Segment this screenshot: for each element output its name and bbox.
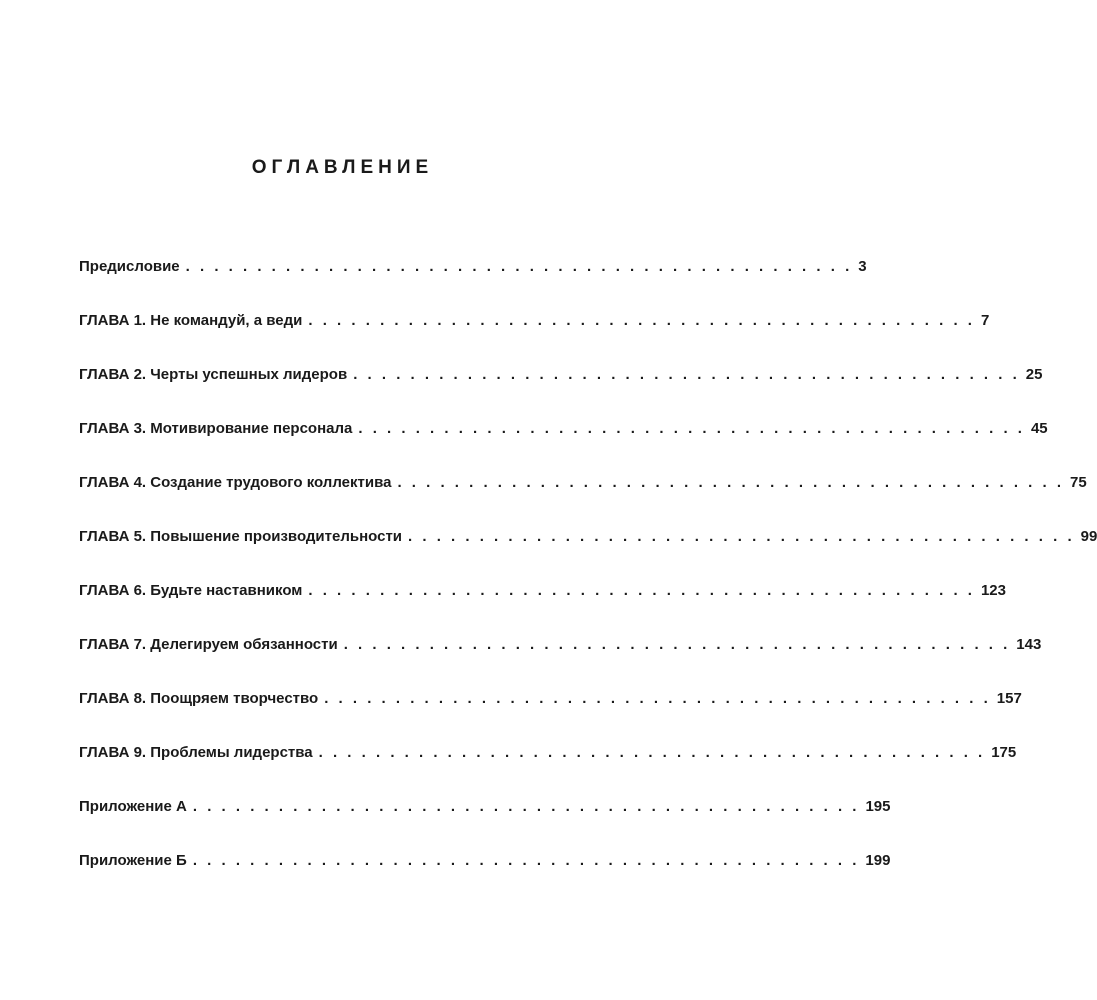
toc-entry-label: ГЛАВА 2. Черты успешных лидеров bbox=[79, 366, 348, 383]
toc-entry-page-number: 3 bbox=[858, 258, 867, 275]
toc-entry-page-number: 75 bbox=[1070, 474, 1087, 491]
toc-entry-chapter-6 bbox=[79, 582, 1006, 636]
toc-entry-chapter-8 bbox=[79, 690, 1022, 744]
toc-entry-chapter-3 bbox=[79, 420, 1048, 474]
toc-entry-label: ГЛАВА 4. Создание трудового коллектива bbox=[79, 474, 392, 491]
page-title: ОГЛАВЛЕНИЕ bbox=[251, 157, 434, 178]
toc-dot-leader: . . . . . . . . . . . . . . . . . . . . . . . . . . . . . . . . . . . . . . . . . . . . . . . bbox=[358, 420, 1025, 437]
toc-entry-page-number: 45 bbox=[1030, 420, 1048, 437]
toc-entry-chapter-1 bbox=[79, 312, 990, 366]
toc-entry-chapter-7 bbox=[79, 636, 1042, 690]
toc-dot-leader: . . . . . . . . . . . . . . . . . . . . . . . . . . . . . . . . . . . . . . . . . . . . . . . bbox=[408, 528, 1075, 545]
toc-entry-page-number: 123 bbox=[980, 582, 1006, 599]
toc-entry-label: ГЛАВА 6. Будьте наставником bbox=[79, 582, 303, 599]
toc-dot-leader: . . . . . . . . . . . . . . . . . . . . . . . . . . . . . . . . . . . . . . . . . . . . . . . bbox=[397, 474, 1065, 491]
toc-entry-label: ГЛАВА 1. Не командуй, а веди bbox=[79, 312, 303, 329]
toc-entry-preface bbox=[79, 258, 867, 312]
toc-entry-label: ГЛАВА 3. Мотивирование персонала bbox=[79, 420, 353, 437]
toc-dot-leader: . . . . . . . . . . . . . . . . . . . . . . . . . . . . . . . . . . . . . . . . . . . . . . . bbox=[308, 582, 975, 599]
toc-entry-chapter-9 bbox=[79, 744, 1017, 798]
toc-entry-label: ГЛАВА 9. Проблемы лидерства bbox=[79, 744, 313, 761]
toc-dot-leader: . . . . . . . . . . . . . . . . . . . . . . . . . . . . . . . . . . . . . . . . . . . . . . . bbox=[192, 852, 860, 869]
toc-dot-leader: . . . . . . . . . . . . . . . . . . . . . . . . . . . . . . . . . . . . . . . . . . . . . . . bbox=[353, 366, 1020, 383]
toc-dot-leader: . . . . . . . . . . . . . . . . . . . . . . . . . . . . . . . . . . . . . . . . . . . . . . . bbox=[324, 690, 991, 707]
toc-entry-label: Предисловие bbox=[79, 258, 180, 275]
toc-entry-page-number: 175 bbox=[991, 744, 1017, 761]
toc-entry-chapter-5 bbox=[79, 528, 1097, 582]
toc-entry-page-number: 157 bbox=[996, 690, 1022, 707]
toc-entry-label: ГЛАВА 5. Повышение производительности bbox=[79, 528, 403, 545]
toc-entry-page-number: 25 bbox=[1025, 366, 1043, 383]
toc-list bbox=[79, 258, 1097, 906]
toc-entry-chapter-2 bbox=[79, 366, 1043, 420]
toc-entry-chapter-4 bbox=[79, 474, 1087, 528]
toc-entry-page-number: 199 bbox=[865, 852, 891, 869]
toc-dot-leader: . . . . . . . . . . . . . . . . . . . . . . . . . . . . . . . . . . . . . . . . . . . . . . . bbox=[308, 312, 975, 329]
toc-dot-leader: . . . . . . . . . . . . . . . . . . . . . . . . . . . . . . . . . . . . . . . . . . . . . . . bbox=[185, 258, 853, 275]
toc-entry-page-number: 195 bbox=[865, 798, 891, 815]
toc-dot-leader: . . . . . . . . . . . . . . . . . . . . . . . . . . . . . . . . . . . . . . . . . . . . . . . bbox=[318, 744, 986, 761]
toc-entry-appendix-b bbox=[79, 852, 891, 906]
toc-entry-label: Приложение Б bbox=[79, 852, 187, 869]
toc-entry-page-number: 143 bbox=[1016, 636, 1042, 653]
toc-entry-label: ГЛАВА 7. Делегируем обязанности bbox=[79, 636, 338, 653]
toc-dot-leader: . . . . . . . . . . . . . . . . . . . . . . . . . . . . . . . . . . . . . . . . . . . . . . . bbox=[192, 798, 860, 815]
toc-entry-page-number: 99 bbox=[1080, 528, 1097, 545]
toc-entry-label: Приложение А bbox=[79, 798, 187, 815]
toc-entry-label: ГЛАВА 8. Поощряем творчество bbox=[79, 690, 319, 707]
toc-entry-page-number: 7 bbox=[980, 312, 990, 329]
toc-entry-appendix-a bbox=[79, 798, 891, 852]
toc-dot-leader: . . . . . . . . . . . . . . . . . . . . . . . . . . . . . . . . . . . . . . . . . . . . . . . bbox=[343, 636, 1011, 653]
